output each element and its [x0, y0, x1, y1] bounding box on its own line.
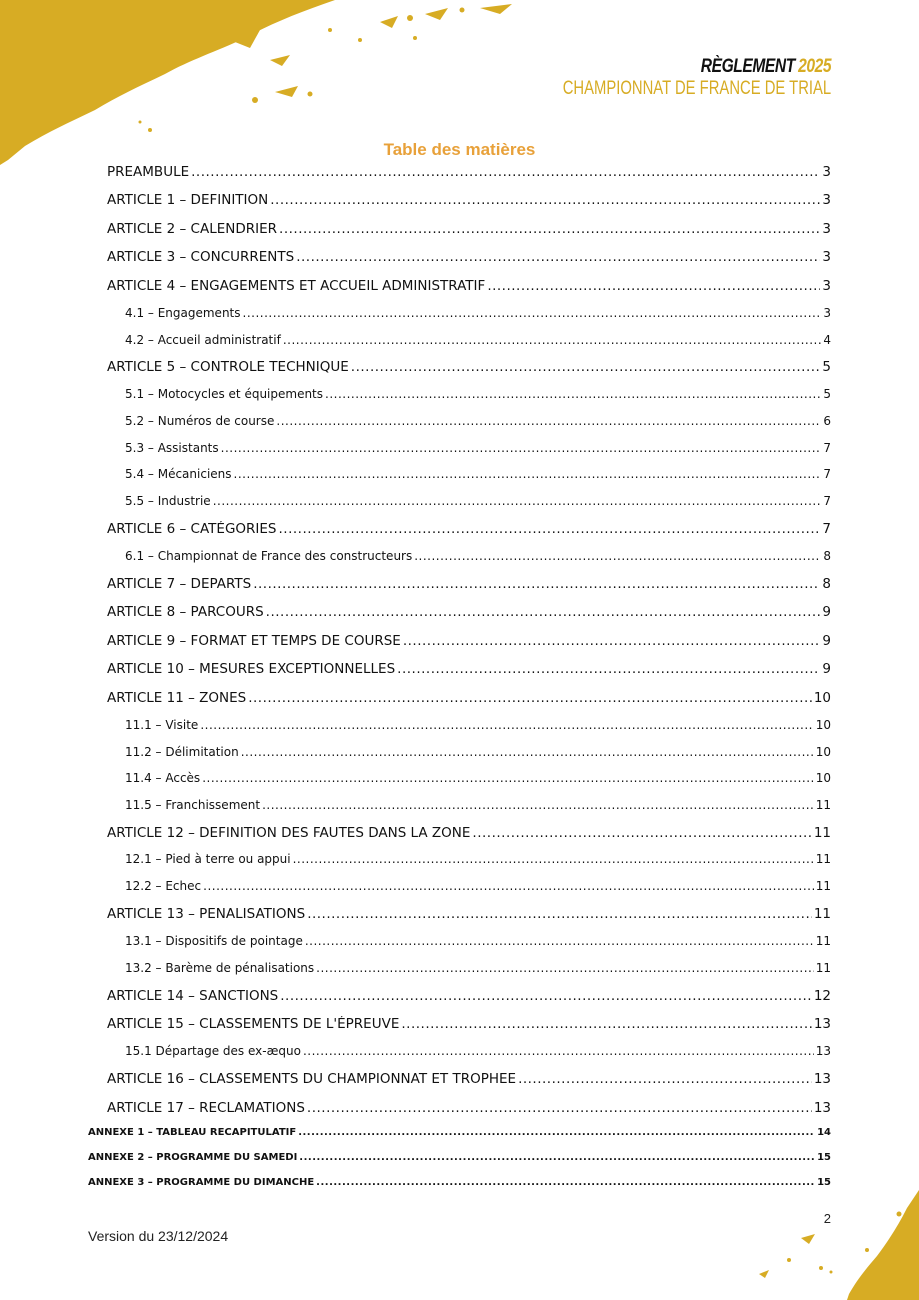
- toc-entry-page: 13: [813, 1016, 831, 1032]
- toc-leader-dots: [241, 745, 814, 759]
- toc-entry-label: 11.4 – Accès: [125, 771, 201, 785]
- toc-entry-page: 3: [822, 278, 831, 294]
- toc-entry-label: PREAMBULE: [107, 164, 190, 180]
- toc-leader-dots: [262, 798, 814, 812]
- toc-entry-page: 7: [823, 494, 831, 508]
- toc-entry-label: ARTICLE 7 – DEPARTS: [107, 576, 252, 592]
- toc-entry-label: 5.5 – Industrie: [125, 494, 211, 508]
- toc-entry[interactable]: [107, 521, 831, 537]
- paint-splash-bottom-right: [749, 1190, 919, 1300]
- toc-entry[interactable]: [125, 879, 831, 893]
- toc-entry-label: ARTICLE 2 – CALENDRIER: [107, 221, 278, 237]
- toc-entry-label: 13.2 – Barème de pénalisations: [125, 961, 315, 975]
- toc-leader-dots: [253, 576, 820, 592]
- toc-leader-dots: [266, 604, 821, 620]
- toc-entry-page: 13: [815, 1044, 831, 1058]
- toc-entry-label: ARTICLE 10 – MESURES EXCEPTIONNELLES: [107, 661, 396, 677]
- toc-entry-page: 13: [813, 1100, 831, 1116]
- toc-entry[interactable]: [125, 306, 831, 320]
- toc-leader-dots: [518, 1071, 812, 1087]
- toc-leader-dots: [401, 1016, 811, 1032]
- toc-entry-label: ARTICLE 12 – DEFINITION DES FAUTES DANS LA ZONE: [107, 825, 471, 841]
- toc-entry[interactable]: [125, 387, 831, 401]
- toc-entry-label: 5.2 – Numéros de course: [125, 414, 275, 428]
- toc-entry[interactable]: [125, 467, 831, 481]
- toc-entry[interactable]: [88, 1177, 831, 1188]
- toc-entry[interactable]: [88, 1152, 831, 1163]
- toc-leader-dots: [270, 192, 820, 208]
- toc-leader-dots: [414, 549, 821, 563]
- toc-entry-page: 7: [823, 441, 831, 455]
- toc-leader-dots: [316, 961, 814, 975]
- toc-leader-dots: [316, 1177, 815, 1188]
- toc-entry-label: 11.2 – Délimitation: [125, 745, 239, 759]
- toc-leader-dots: [279, 521, 821, 537]
- toc-entry-page: 11: [815, 934, 831, 948]
- toc-entry-page: 10: [815, 771, 831, 785]
- header-title-word: RÈGLEMENT: [700, 56, 795, 77]
- toc-entry[interactable]: [125, 718, 831, 732]
- toc-entry-page: 14: [817, 1127, 831, 1138]
- toc-leader-dots: [276, 414, 821, 428]
- toc-entry-page: 8: [823, 549, 831, 563]
- toc-entry-label: 6.1 – Championnat de France des constructeurs: [125, 549, 413, 563]
- toc-entry-page: 3: [822, 249, 831, 265]
- toc-entry-label: ANNEXE 1 – TABLEAU RECAPITULATIF: [88, 1127, 297, 1138]
- toc-entry-page: 11: [815, 879, 831, 893]
- toc-entry-label: 11.5 – Franchissement: [125, 798, 261, 812]
- toc-entry-page: 9: [822, 661, 831, 677]
- toc-entry-label: 13.1 – Dispositifs de pointage: [125, 934, 303, 948]
- header-title-year: 2025: [797, 56, 831, 77]
- toc-leader-dots: [487, 278, 820, 294]
- toc-entry[interactable]: [107, 164, 831, 180]
- toc-leader-dots: [203, 879, 814, 893]
- toc-entry-page: 7: [823, 467, 831, 481]
- toc-leader-dots: [307, 1100, 812, 1116]
- toc-entry-page: 11: [815, 961, 831, 975]
- toc-entry-label: 15.1 Départage des ex-æquo: [125, 1044, 301, 1058]
- toc-entry-label: 4.1 – Engagements: [125, 306, 241, 320]
- toc-entry[interactable]: [107, 278, 831, 294]
- page-number: 2: [823, 1211, 831, 1226]
- toc-entry[interactable]: [107, 604, 831, 620]
- toc-leader-dots: [472, 825, 811, 841]
- toc-entry-label: ARTICLE 3 – CONCURRENTS: [107, 249, 295, 265]
- toc-entry-page: 15: [817, 1177, 831, 1188]
- toc-entry[interactable]: [107, 192, 831, 208]
- toc-entry[interactable]: [88, 1127, 831, 1138]
- toc-entry[interactable]: [107, 1100, 831, 1116]
- toc-entry-page: 10: [813, 690, 831, 706]
- toc-entry[interactable]: [107, 249, 831, 265]
- toc-entry-label: ARTICLE 6 – CATÉGORIES: [107, 521, 277, 537]
- toc-entry-label: ARTICLE 4 – ENGAGEMENTS ET ACCUEIL ADMINISTRATIF: [107, 278, 486, 294]
- toc-entry-label: ARTICLE 15 – CLASSEMENTS DE L'ÉPREUVE: [107, 1016, 400, 1032]
- toc-entry-page: 11: [813, 906, 831, 922]
- toc-leader-dots: [397, 661, 820, 677]
- version-date: Version du 23/12/2024: [88, 1228, 229, 1244]
- toc-entry-page: 3: [822, 164, 831, 180]
- toc-leader-dots: [296, 249, 820, 265]
- toc-entry-page: 9: [822, 633, 831, 649]
- toc-entry[interactable]: [125, 549, 831, 563]
- toc-entry[interactable]: [107, 221, 831, 237]
- toc-leader-dots: [280, 988, 812, 1004]
- toc-entry[interactable]: [107, 690, 831, 706]
- toc-entry-label: 5.1 – Motocycles et équipements: [125, 387, 324, 401]
- toc-entry-label: 5.3 – Assistants: [125, 441, 219, 455]
- toc-entry[interactable]: [125, 745, 831, 759]
- toc-entry-label: 12.2 – Echec: [125, 879, 202, 893]
- toc-entry[interactable]: [107, 633, 831, 649]
- toc-entry-label: ARTICLE 16 – CLASSEMENTS DU CHAMPIONNAT ET TROPHEE: [107, 1071, 517, 1087]
- toc-entry[interactable]: [125, 333, 831, 347]
- toc-leader-dots: [307, 906, 812, 922]
- toc-entry-page: 3: [822, 192, 831, 208]
- toc-entry[interactable]: [125, 494, 831, 508]
- toc-entry[interactable]: [125, 441, 831, 455]
- toc-leader-dots: [200, 718, 813, 732]
- toc-entry[interactable]: [107, 1016, 831, 1032]
- toc-entry-label: ARTICLE 9 – FORMAT ET TEMPS DE COURSE: [107, 633, 401, 649]
- toc-entry[interactable]: [107, 988, 831, 1004]
- toc-title: Table des matières: [383, 140, 536, 159]
- toc-leader-dots: [293, 852, 814, 866]
- toc-entry[interactable]: [125, 961, 831, 975]
- toc-entry[interactable]: [107, 661, 831, 677]
- toc-entry-page: 13: [813, 1071, 831, 1087]
- toc-entry-page: 3: [823, 306, 831, 320]
- toc-entry-page: 6: [823, 414, 831, 428]
- toc-leader-dots: [243, 306, 822, 320]
- toc-entry-page: 11: [813, 825, 831, 841]
- toc-leader-dots: [221, 441, 822, 455]
- toc-leader-dots: [403, 633, 821, 649]
- toc-entry-page: 4: [823, 333, 831, 347]
- toc-leader-dots: [234, 467, 822, 481]
- toc-entry-page: 12: [813, 988, 831, 1004]
- toc-entry-label: ARTICLE 14 – SANCTIONS: [107, 988, 279, 1004]
- toc-entry-page: 10: [815, 745, 831, 759]
- toc-leader-dots: [298, 1127, 815, 1138]
- toc-entry[interactable]: [107, 359, 831, 375]
- toc-entry-page: 7: [822, 521, 831, 537]
- toc-entry-label: ARTICLE 8 – PARCOURS: [107, 604, 264, 620]
- toc-entry-label: 4.2 – Accueil administratif: [125, 333, 281, 347]
- toc-entry[interactable]: [125, 414, 831, 428]
- toc-entry-page: 11: [815, 852, 831, 866]
- toc-entry-label: ARTICLE 13 – PENALISATIONS: [107, 906, 306, 922]
- toc-entry-page: 10: [815, 718, 831, 732]
- toc-entry-page: 5: [822, 359, 831, 375]
- toc-leader-dots: [213, 494, 822, 508]
- toc-entry[interactable]: [125, 771, 831, 785]
- toc-entry[interactable]: [125, 934, 831, 948]
- toc-entry-label: ARTICLE 1 – DEFINITION: [107, 192, 269, 208]
- document-header: [487, 56, 831, 100]
- toc-entry[interactable]: [125, 1044, 831, 1058]
- toc-leader-dots: [283, 333, 822, 347]
- toc-entry-label: ARTICLE 5 – CONTROLE TECHNIQUE: [107, 359, 349, 375]
- toc-entry-page: 8: [822, 576, 831, 592]
- toc-entry[interactable]: [125, 798, 831, 812]
- toc-entry[interactable]: [107, 906, 831, 922]
- toc-entry-page: 15: [817, 1152, 831, 1163]
- toc-leader-dots: [351, 359, 821, 375]
- header-title: [549, 56, 831, 78]
- toc-leader-dots: [248, 690, 812, 706]
- toc-entry-page: 9: [822, 604, 831, 620]
- toc-leader-dots: [303, 1044, 814, 1058]
- toc-entry-label: 5.4 – Mécaniciens: [125, 467, 232, 481]
- toc-entry[interactable]: [107, 576, 831, 592]
- toc-leader-dots: [299, 1152, 815, 1163]
- toc-entry-page: 11: [815, 798, 831, 812]
- toc-leader-dots: [202, 771, 814, 785]
- toc-entry[interactable]: [107, 825, 831, 841]
- toc-entry-label: 11.1 – Visite: [125, 718, 199, 732]
- toc-entry-label: ARTICLE 17 – RECLAMATIONS: [107, 1100, 305, 1116]
- toc-entry-label: ANNEXE 2 – PROGRAMME DU SAMEDI: [88, 1152, 298, 1163]
- toc-leader-dots: [191, 164, 820, 180]
- toc-entry-label: ARTICLE 11 – ZONES: [107, 690, 247, 706]
- toc-leader-dots: [325, 387, 821, 401]
- toc-entry-page: 5: [823, 387, 831, 401]
- toc-entry-label: 12.1 – Pied à terre ou appui: [125, 852, 291, 866]
- toc-entry-label: ANNEXE 3 – PROGRAMME DU DIMANCHE: [88, 1177, 315, 1188]
- toc-entry[interactable]: [125, 852, 831, 866]
- header-subtitle: CHAMPIONNAT DE FRANCE DE TRIAL: [562, 78, 831, 99]
- toc-entry[interactable]: [107, 1071, 831, 1087]
- toc-leader-dots: [279, 221, 820, 237]
- toc-leader-dots: [305, 934, 814, 948]
- toc-entry-page: 3: [822, 221, 831, 237]
